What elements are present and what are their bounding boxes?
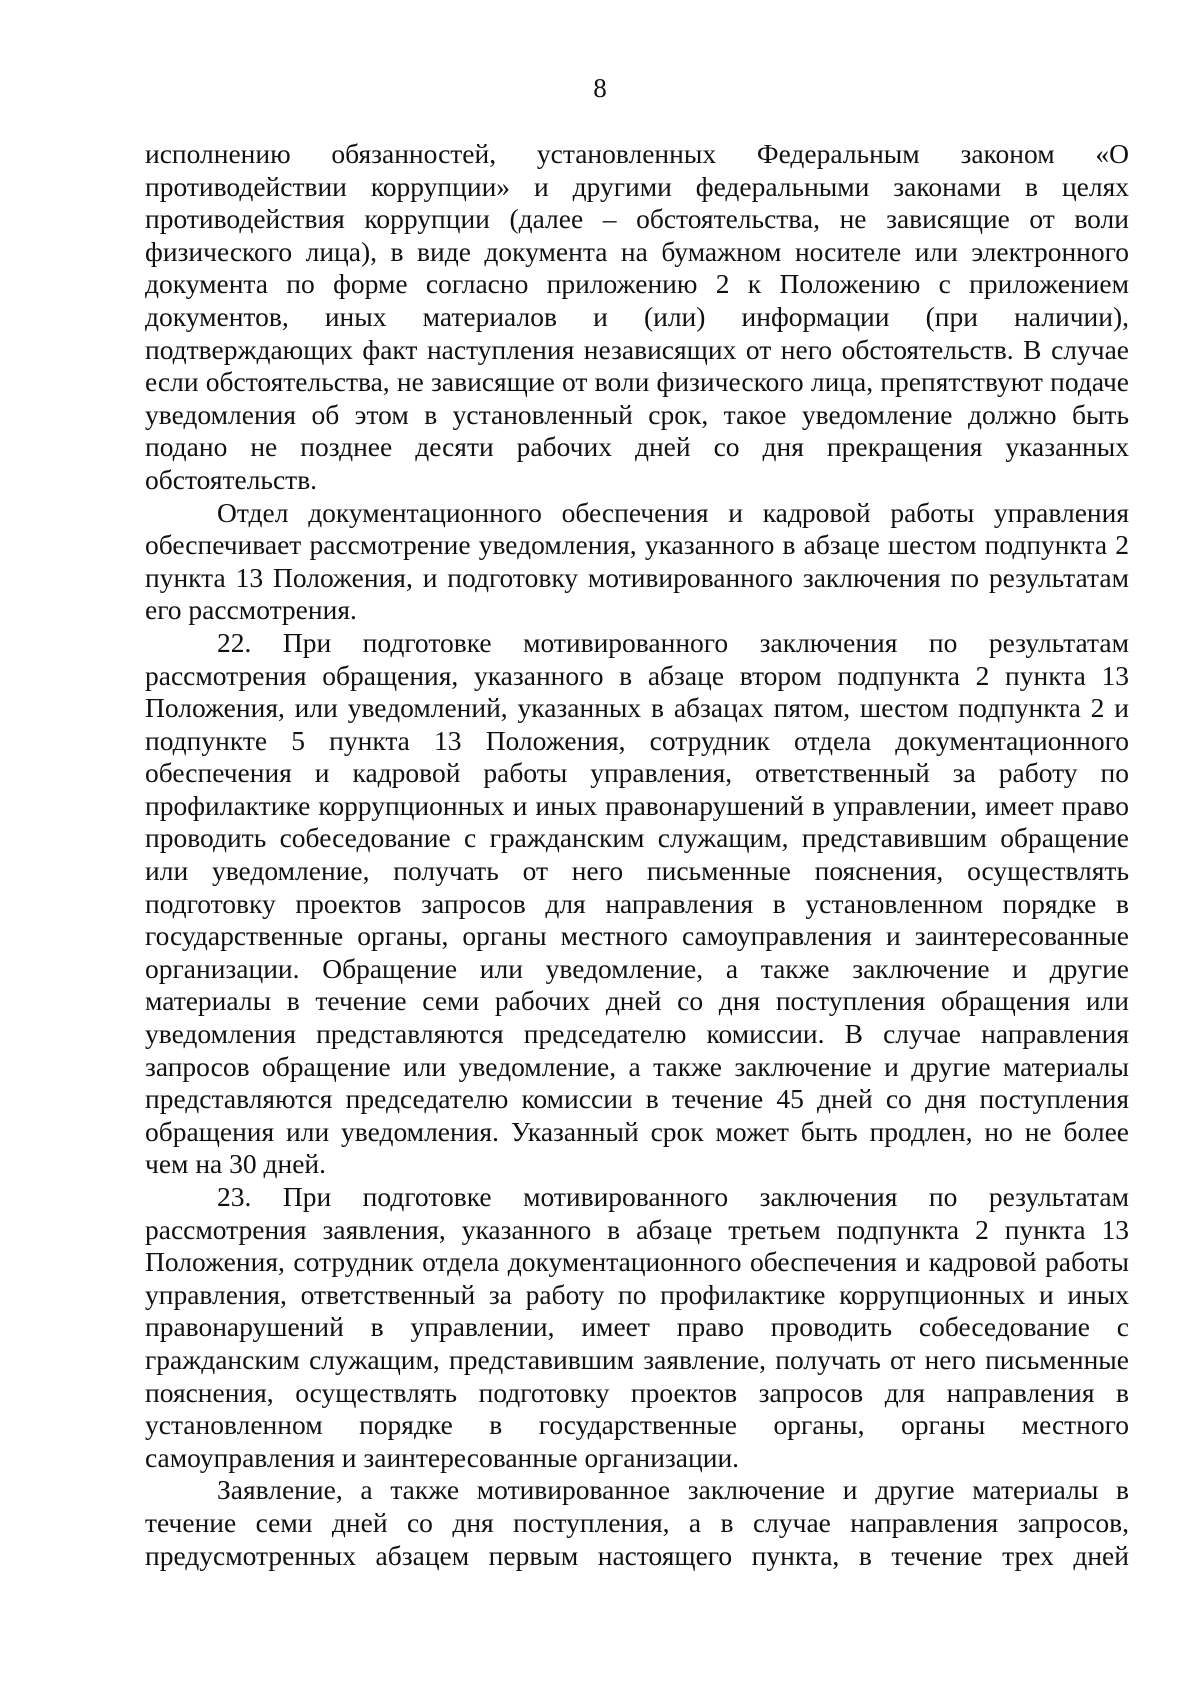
- paragraph-department-review: Отдел документационного обеспечения и кадровой работы управления обеспечивает рассмотрение уведомления, указанного в абзаце шестом подпункта 2 пункта 13 Положения, и подготовку мотивированного заключения по результатам его рассмотрения.: [145, 496, 1129, 626]
- paragraph-statement: Заявление, а также мотивированное заключение и другие материалы в течение семи дней со дня поступления, а в случае направления запросов, предусмотренных абзацем первым настоящего пункта, в течение трех дней: [145, 1474, 1129, 1571]
- paragraph-item-23: 23. При подготовке мотивированного заключения по результатам рассмотрения заявления, указанного в абзаце третьем подпункта 2 пункта 13 Положения, сотрудник отдела документационного обеспечения и кадровой работы управления, ответственный за работу по профилактике коррупционных и иных правонарушений в управлении, имеет право проводить собеседование с гражданским служащим, представившим заявление, получать от него письменные пояснения, осуществлять подготовку проектов запросов для направления в установленном порядке в государственные органы, органы местного самоуправления и заинтересованные организации.: [145, 1181, 1129, 1473]
- paragraph-continuation: исполнению обязанностей, установленных Федеральным законом «О противодействии коррупции» и другими федеральными законами в целях противодействия коррупции (далее – обстоятельства, не зависящие от воли физического лица), в виде документа на бумажном носителе или электронного документа по форме согласно приложению 2 к Положению с приложением документов, иных материалов и (или) информации (при наличии), подтверждающих факт наступления независящих от него обстоятельств. В случае если обстоятельства, не зависящие от воли физического лица, препятствуют подаче уведомления об этом в установленный срок, такое уведомление должно быть подано не позднее десяти рабочих дней со дня прекращения указанных обстоятельств.: [145, 138, 1129, 495]
- paragraph-item-22: 22. При подготовке мотивированного заключения по результатам рассмотрения обращения, указанного в абзаце втором подпункта 2 пункта 13 Положения, или уведомлений, указанных в абзацах пятом, шестом подпункта 2 и подпункте 5 пункта 13 Положения, сотрудник отдела документационного обеспечения и кадровой работы управления, ответственный за работу по профилактике коррупционных и иных правонарушений в управлении, имеет право проводить собеседование с гражданским служащим, представившим обращение или уведомление, получать от него письменные пояснения, осуществлять подготовку проектов запросов для направления в установленном порядке в государственные органы, органы местного самоуправления и заинтересованные организации. Обращение или уведомление, а также заключение и другие материалы в течение семи рабочих дней со дня поступления обращения или уведомления представляются председателю комиссии. В случае направления запросов обращение или уведомление, а также заключение и другие материалы представляются председателю комиссии в течение 45 дней со дня поступления обращения или уведомления. Указанный срок может быть продлен, но не более чем на 30 дней.: [145, 626, 1129, 1180]
- page-number: 8: [593, 73, 607, 103]
- document-body: [145, 138, 1129, 1572]
